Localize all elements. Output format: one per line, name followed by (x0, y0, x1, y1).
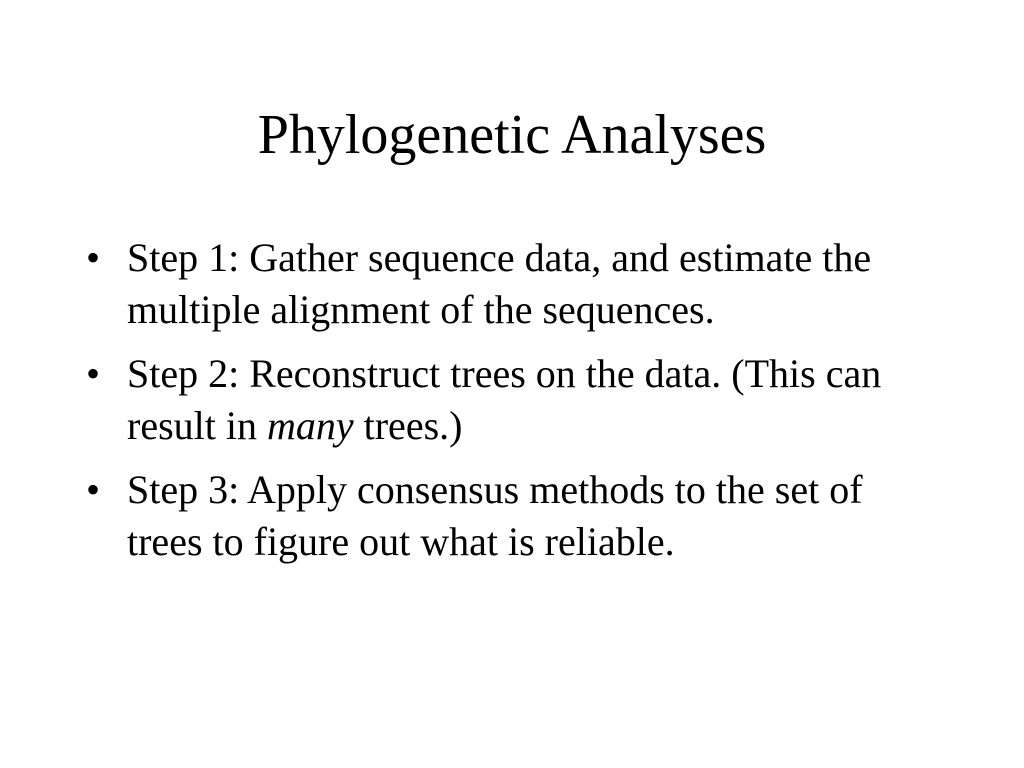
bullet-list (86, 232, 936, 580)
bullet-item-step-2 (86, 348, 936, 452)
bullet-marker: • (86, 467, 101, 512)
bullet-item-step-3 (86, 464, 936, 568)
bullet-marker: • (86, 235, 101, 280)
slide-title: Phylogenetic Analyses (257, 104, 767, 166)
bullet-marker: • (86, 351, 101, 396)
bullet-text: Step 3: Apply consensus methods to the set of trees to figure out what is reliable. (127, 467, 863, 564)
bullet-item-step-1 (86, 232, 936, 336)
emphasis-text: many (266, 403, 354, 448)
bullet-text-part: Step 2: Reconstruct trees on the data. (This can result in (127, 351, 882, 448)
bullet-text (127, 351, 881, 448)
bullet-text: Step 1: Gather sequence data, and estimate the multiple alignment of the sequences. (127, 235, 872, 332)
bullet-text-part: trees.) (353, 403, 463, 448)
